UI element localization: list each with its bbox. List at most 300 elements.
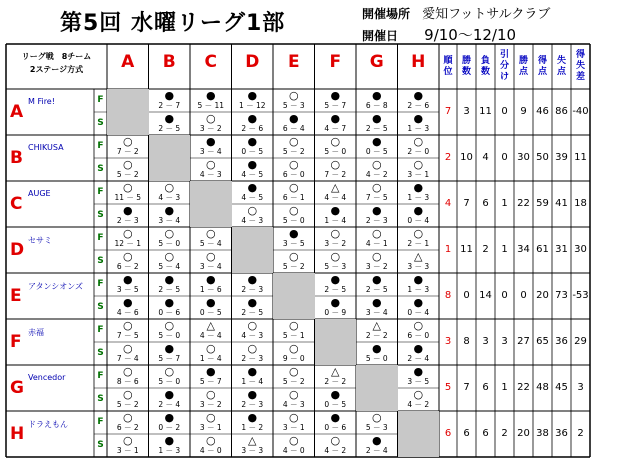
loss-mark: ● xyxy=(413,296,424,309)
win-mark: ○ xyxy=(205,434,216,447)
match-score: 1 － 2 xyxy=(241,423,264,432)
loss-mark: ● xyxy=(371,89,382,102)
match-score: 3 － 4 xyxy=(158,216,181,225)
match-score: 6 － 0 xyxy=(407,331,430,340)
match-result xyxy=(149,365,191,388)
win-mark: ○ xyxy=(413,319,424,332)
stat-header-char: 失 xyxy=(556,55,566,66)
match-result xyxy=(398,342,440,365)
loss-mark: ● xyxy=(288,227,299,240)
loss-mark: ● xyxy=(371,434,382,447)
match-score: 5 － 4 xyxy=(158,262,181,271)
win-mark: ○ xyxy=(288,365,299,378)
match-result xyxy=(398,204,440,227)
match-score: 1 － 4 xyxy=(199,354,222,363)
match-result xyxy=(190,434,232,457)
stat-header-char: 引 xyxy=(499,50,509,60)
match-result xyxy=(398,89,440,112)
page-title: 第5回 水曜リーグ1部 xyxy=(60,11,286,36)
stat-value: 20 xyxy=(536,290,549,301)
match-result xyxy=(190,158,232,181)
match-score: 0 － 9 xyxy=(324,308,347,317)
match-score: 5 － 0 xyxy=(324,147,347,156)
match-result xyxy=(356,250,398,273)
win-mark: ○ xyxy=(413,227,424,240)
match-result xyxy=(232,181,274,204)
loss-mark: ● xyxy=(247,411,258,424)
win-mark: ○ xyxy=(122,411,133,424)
loss-mark: ● xyxy=(122,273,133,286)
stat-value: 3 xyxy=(501,336,508,347)
team-name-cell xyxy=(6,135,94,181)
match-score: 4 － 2 xyxy=(324,446,347,455)
loss-mark: ● xyxy=(330,204,341,217)
team-letter: A xyxy=(10,102,24,122)
win-mark: ○ xyxy=(205,158,216,171)
win-mark: ○ xyxy=(122,135,133,148)
match-result xyxy=(190,89,232,112)
stat-header-char: 数 xyxy=(480,66,490,77)
match-score: 0 － 5 xyxy=(241,147,264,156)
match-result xyxy=(273,342,315,365)
match-result xyxy=(398,319,440,342)
match-result xyxy=(315,112,357,135)
win-mark: ○ xyxy=(288,388,299,401)
draw-mark: △ xyxy=(248,434,257,447)
match-result xyxy=(398,365,440,388)
loss-mark: ● xyxy=(164,411,175,424)
team-letter: H xyxy=(10,424,25,444)
stat-value: 0 xyxy=(501,152,508,163)
self-match-cell xyxy=(232,227,274,273)
win-mark: ○ xyxy=(122,434,133,447)
loss-mark: ● xyxy=(164,388,175,401)
match-result xyxy=(107,342,149,365)
stat-header xyxy=(495,44,514,89)
match-result xyxy=(273,135,315,158)
rank-value: 2 xyxy=(444,152,452,163)
match-result xyxy=(107,135,149,158)
column-header-a: A xyxy=(121,52,135,72)
win-mark: ○ xyxy=(164,319,175,332)
match-result xyxy=(149,411,191,434)
loss-mark: ● xyxy=(247,112,258,125)
match-result xyxy=(107,296,149,319)
match-score: 2 － 3 xyxy=(241,285,264,294)
stat-header-char: 失 xyxy=(575,61,585,71)
match-result xyxy=(149,204,191,227)
stat-header xyxy=(552,44,571,89)
loss-mark: ● xyxy=(247,365,258,378)
match-score: 1 － 3 xyxy=(407,124,430,133)
match-result xyxy=(315,365,357,388)
match-score: 4 － 7 xyxy=(324,124,347,133)
match-score: 6 － 4 xyxy=(282,124,305,133)
loss-mark: ● xyxy=(371,112,382,125)
date-label: 開催日 xyxy=(362,29,399,43)
stat-value: 22 xyxy=(517,382,530,393)
match-result xyxy=(356,112,398,135)
loss-mark: ● xyxy=(205,273,216,286)
match-score: 5 － 0 xyxy=(158,331,181,340)
loss-mark: ● xyxy=(371,135,382,148)
match-result xyxy=(398,250,440,273)
match-score: 2 － 6 xyxy=(407,101,430,110)
stat-value: 20 xyxy=(517,428,530,439)
win-mark: ○ xyxy=(164,250,175,263)
loss-mark: ● xyxy=(288,112,299,125)
match-score: 4 － 0 xyxy=(282,446,305,455)
match-score: 7 － 5 xyxy=(365,193,388,202)
match-result xyxy=(232,89,274,112)
match-result xyxy=(190,227,232,250)
match-result xyxy=(356,319,398,342)
win-mark: ○ xyxy=(205,227,216,240)
stat-value: 3 xyxy=(463,106,470,117)
loss-mark: ● xyxy=(413,342,424,355)
match-result xyxy=(398,181,440,204)
match-score: 4 － 3 xyxy=(241,216,264,225)
stat-value: 30 xyxy=(517,152,530,163)
team-name: セサミ xyxy=(28,236,52,245)
match-score: 5 － 2 xyxy=(116,400,139,409)
loss-mark: ● xyxy=(413,112,424,125)
stat-value: 8 xyxy=(463,336,470,347)
stat-value: 14 xyxy=(479,290,492,301)
stat-value: 0 xyxy=(501,106,508,117)
win-mark: ○ xyxy=(164,181,175,194)
win-mark: ○ xyxy=(288,135,299,148)
stat-value: 11 xyxy=(479,106,492,117)
match-score: 5 － 0 xyxy=(282,216,305,225)
win-mark: ○ xyxy=(205,112,216,125)
match-score: 7 － 5 xyxy=(116,331,139,340)
loss-mark: ● xyxy=(413,365,424,378)
match-score: 8 － 6 xyxy=(116,377,139,386)
match-result xyxy=(149,112,191,135)
stat-value: 7 xyxy=(463,198,470,209)
stat-value: 1 xyxy=(501,244,508,255)
stat-value: 61 xyxy=(536,244,549,255)
match-result xyxy=(190,273,232,296)
match-score: 1 － 3 xyxy=(158,446,181,455)
loss-mark: ● xyxy=(122,296,133,309)
stat-value: 36 xyxy=(555,336,568,347)
match-score: 4 － 6 xyxy=(116,308,139,317)
match-score: 4 － 2 xyxy=(407,400,430,409)
match-result xyxy=(190,388,232,411)
loss-mark: ● xyxy=(205,365,216,378)
win-mark: ○ xyxy=(205,411,216,424)
win-mark: ○ xyxy=(413,135,424,148)
loss-mark: ● xyxy=(330,296,341,309)
loss-mark: ● xyxy=(205,135,216,148)
win-mark: ○ xyxy=(122,227,133,240)
draw-mark: △ xyxy=(206,319,215,332)
loss-mark: ● xyxy=(247,89,258,102)
stat-value: 65 xyxy=(536,336,549,347)
match-result xyxy=(356,135,398,158)
match-result xyxy=(315,227,357,250)
match-result xyxy=(273,158,315,181)
win-mark: ○ xyxy=(122,181,133,194)
stat-value: 2 xyxy=(501,428,508,439)
match-result xyxy=(315,273,357,296)
column-header-g: G xyxy=(369,52,384,72)
match-score: 5 － 0 xyxy=(365,354,388,363)
match-score: 0 － 5 xyxy=(199,308,222,317)
draw-mark: △ xyxy=(331,365,340,378)
match-result xyxy=(190,365,232,388)
team-name-cell xyxy=(6,89,94,135)
loss-mark: ● xyxy=(247,158,258,171)
match-score: 11 － 5 xyxy=(114,193,142,202)
match-score: 4 － 3 xyxy=(282,400,305,409)
match-score: 3 － 5 xyxy=(116,285,139,294)
stat-value: -53 xyxy=(572,290,589,301)
team-name: Vencedor xyxy=(28,373,66,382)
team-name-cell xyxy=(6,365,94,411)
match-score: 4 － 4 xyxy=(199,331,222,340)
match-result xyxy=(315,296,357,319)
match-result xyxy=(273,227,315,250)
loss-mark: ● xyxy=(330,89,341,102)
match-score: 2 － 5 xyxy=(158,124,181,133)
match-result xyxy=(232,158,274,181)
self-match-cell xyxy=(273,273,315,319)
match-result xyxy=(107,273,149,296)
stat-header xyxy=(571,44,590,89)
match-result xyxy=(356,296,398,319)
match-score: 4 － 3 xyxy=(241,331,264,340)
match-result xyxy=(107,365,149,388)
match-result xyxy=(398,135,440,158)
match-result xyxy=(232,273,274,296)
loss-mark: ● xyxy=(122,204,133,217)
team-name-cell xyxy=(6,273,94,319)
match-result xyxy=(107,388,149,411)
match-result xyxy=(107,227,149,250)
match-result xyxy=(315,89,357,112)
stat-header-char: 勝 xyxy=(461,55,471,66)
match-score: 3 － 5 xyxy=(407,377,430,386)
match-result xyxy=(273,319,315,342)
match-result xyxy=(398,227,440,250)
match-score: 2 － 0 xyxy=(407,147,430,156)
stat-value: 6 xyxy=(482,198,489,209)
stat-header-char: 点 xyxy=(518,66,528,77)
loss-mark: ● xyxy=(247,135,258,148)
match-score: 2 － 5 xyxy=(324,285,347,294)
draw-mark: △ xyxy=(372,319,381,332)
win-mark: ○ xyxy=(288,434,299,447)
rank-value: 6 xyxy=(444,428,452,439)
match-result xyxy=(149,89,191,112)
win-mark: ○ xyxy=(330,250,341,263)
win-mark: ○ xyxy=(205,342,216,355)
stat-header-char: け xyxy=(499,72,509,82)
match-result xyxy=(315,158,357,181)
match-score: 3 － 4 xyxy=(199,147,222,156)
match-result xyxy=(273,112,315,135)
win-mark: ○ xyxy=(247,319,258,332)
match-score: 5 － 3 xyxy=(282,101,305,110)
match-result xyxy=(149,434,191,457)
match-score: 9 － 0 xyxy=(282,354,305,363)
match-result xyxy=(315,434,357,457)
stat-header-char: 得 xyxy=(575,50,585,60)
match-score: 3 － 1 xyxy=(199,423,222,432)
stat-header-char: 点 xyxy=(537,66,547,77)
match-score: 2 － 4 xyxy=(365,446,388,455)
match-result xyxy=(356,181,398,204)
team-letter: E xyxy=(10,286,22,306)
stat-value: 22 xyxy=(517,198,530,209)
stat-value: 6 xyxy=(463,428,470,439)
match-result xyxy=(315,411,357,434)
stat-header xyxy=(476,44,495,89)
stat-header-char: 位 xyxy=(443,66,453,77)
team-letter: G xyxy=(10,378,24,398)
match-score: 3 － 1 xyxy=(116,446,139,455)
match-result xyxy=(315,250,357,273)
match-score: 5 － 7 xyxy=(158,354,181,363)
corner-line: リーグ戦 8チーム xyxy=(21,52,92,61)
match-result xyxy=(398,388,440,411)
half-label: S xyxy=(97,164,104,174)
half-label: F xyxy=(97,417,104,427)
match-score: 4 － 3 xyxy=(199,170,222,179)
team-letter: D xyxy=(10,240,25,260)
stat-value: 34 xyxy=(517,244,530,255)
match-result xyxy=(315,204,357,227)
loss-mark: ● xyxy=(164,112,175,125)
win-mark: ○ xyxy=(330,135,341,148)
stat-value: 59 xyxy=(536,198,549,209)
match-score: 2 － 3 xyxy=(116,216,139,225)
match-result xyxy=(232,112,274,135)
column-header-c: C xyxy=(204,52,217,72)
match-result xyxy=(398,158,440,181)
match-score: 6 － 2 xyxy=(116,262,139,271)
half-label: F xyxy=(97,141,104,151)
match-score: 5 － 1 xyxy=(282,331,305,340)
team-letter: F xyxy=(10,332,22,352)
stat-value: 11 xyxy=(574,152,587,163)
loss-mark: ● xyxy=(164,273,175,286)
stat-header xyxy=(514,44,533,89)
match-score: 4 － 0 xyxy=(199,446,222,455)
match-score: 7 － 2 xyxy=(116,147,139,156)
loss-mark: ● xyxy=(164,296,175,309)
stat-header-char: 数 xyxy=(461,66,471,77)
stat-value: 31 xyxy=(555,244,568,255)
match-result xyxy=(149,388,191,411)
win-mark: ○ xyxy=(371,411,382,424)
match-result xyxy=(232,296,274,319)
match-result xyxy=(149,227,191,250)
win-mark: ○ xyxy=(288,158,299,171)
team-name-cell xyxy=(6,227,94,273)
rank-value: 7 xyxy=(444,106,452,117)
match-result xyxy=(356,411,398,434)
match-score: 2 － 3 xyxy=(241,400,264,409)
win-mark: ○ xyxy=(122,250,133,263)
match-result xyxy=(315,388,357,411)
win-mark: ○ xyxy=(247,204,258,217)
match-score: 2 － 5 xyxy=(365,285,388,294)
loss-mark: ● xyxy=(330,112,341,125)
half-label: S xyxy=(97,118,104,128)
match-result xyxy=(273,204,315,227)
match-result xyxy=(107,158,149,181)
loss-mark: ● xyxy=(247,388,258,401)
match-result xyxy=(273,89,315,112)
draw-mark: △ xyxy=(331,181,340,194)
match-score: 6 － 1 xyxy=(282,193,305,202)
stat-value: 48 xyxy=(536,382,549,393)
team-letter: C xyxy=(10,194,23,214)
team-letter: B xyxy=(10,148,23,168)
match-score: 3 － 3 xyxy=(407,262,430,271)
self-match-cell xyxy=(149,135,191,181)
self-match-cell xyxy=(315,319,357,365)
loss-mark: ● xyxy=(413,181,424,194)
match-score: 12 － 1 xyxy=(114,239,142,248)
half-label: S xyxy=(97,256,104,266)
match-score: 1 － 4 xyxy=(324,216,347,225)
half-label: F xyxy=(97,279,104,289)
team-name: アタンシオンズ xyxy=(28,282,83,291)
win-mark: ○ xyxy=(164,227,175,240)
match-score: 4 － 2 xyxy=(365,170,388,179)
match-result xyxy=(356,434,398,457)
match-score: 5 － 2 xyxy=(282,147,305,156)
stat-value: 0 xyxy=(501,290,508,301)
match-result xyxy=(232,342,274,365)
loss-mark: ● xyxy=(413,89,424,102)
loss-mark: ● xyxy=(205,89,216,102)
match-score: 2 － 3 xyxy=(241,354,264,363)
match-result xyxy=(315,135,357,158)
win-mark: ○ xyxy=(122,365,133,378)
stat-value: 73 xyxy=(555,290,568,301)
match-score: 2 － 2 xyxy=(324,377,347,386)
match-score: 3 － 1 xyxy=(407,170,430,179)
column-header-d: D xyxy=(245,52,260,72)
match-score: 0 － 4 xyxy=(407,216,430,225)
match-result xyxy=(356,204,398,227)
half-label: S xyxy=(97,394,104,404)
stat-value: 3 xyxy=(577,382,584,393)
match-result xyxy=(149,250,191,273)
loss-mark: ● xyxy=(371,204,382,217)
match-result xyxy=(107,434,149,457)
stat-value: 6 xyxy=(482,428,489,439)
stat-header xyxy=(457,44,476,89)
match-score: 0 － 5 xyxy=(365,147,388,156)
loss-mark: ● xyxy=(247,181,258,194)
win-mark: ○ xyxy=(288,181,299,194)
loss-mark: ● xyxy=(371,273,382,286)
win-mark: ○ xyxy=(164,365,175,378)
win-mark: ○ xyxy=(371,158,382,171)
stat-value: 4 xyxy=(482,152,489,163)
team-name: CHIKUSA xyxy=(28,143,64,152)
match-score: 1 － 3 xyxy=(407,193,430,202)
match-result xyxy=(190,319,232,342)
win-mark: ○ xyxy=(371,181,382,194)
